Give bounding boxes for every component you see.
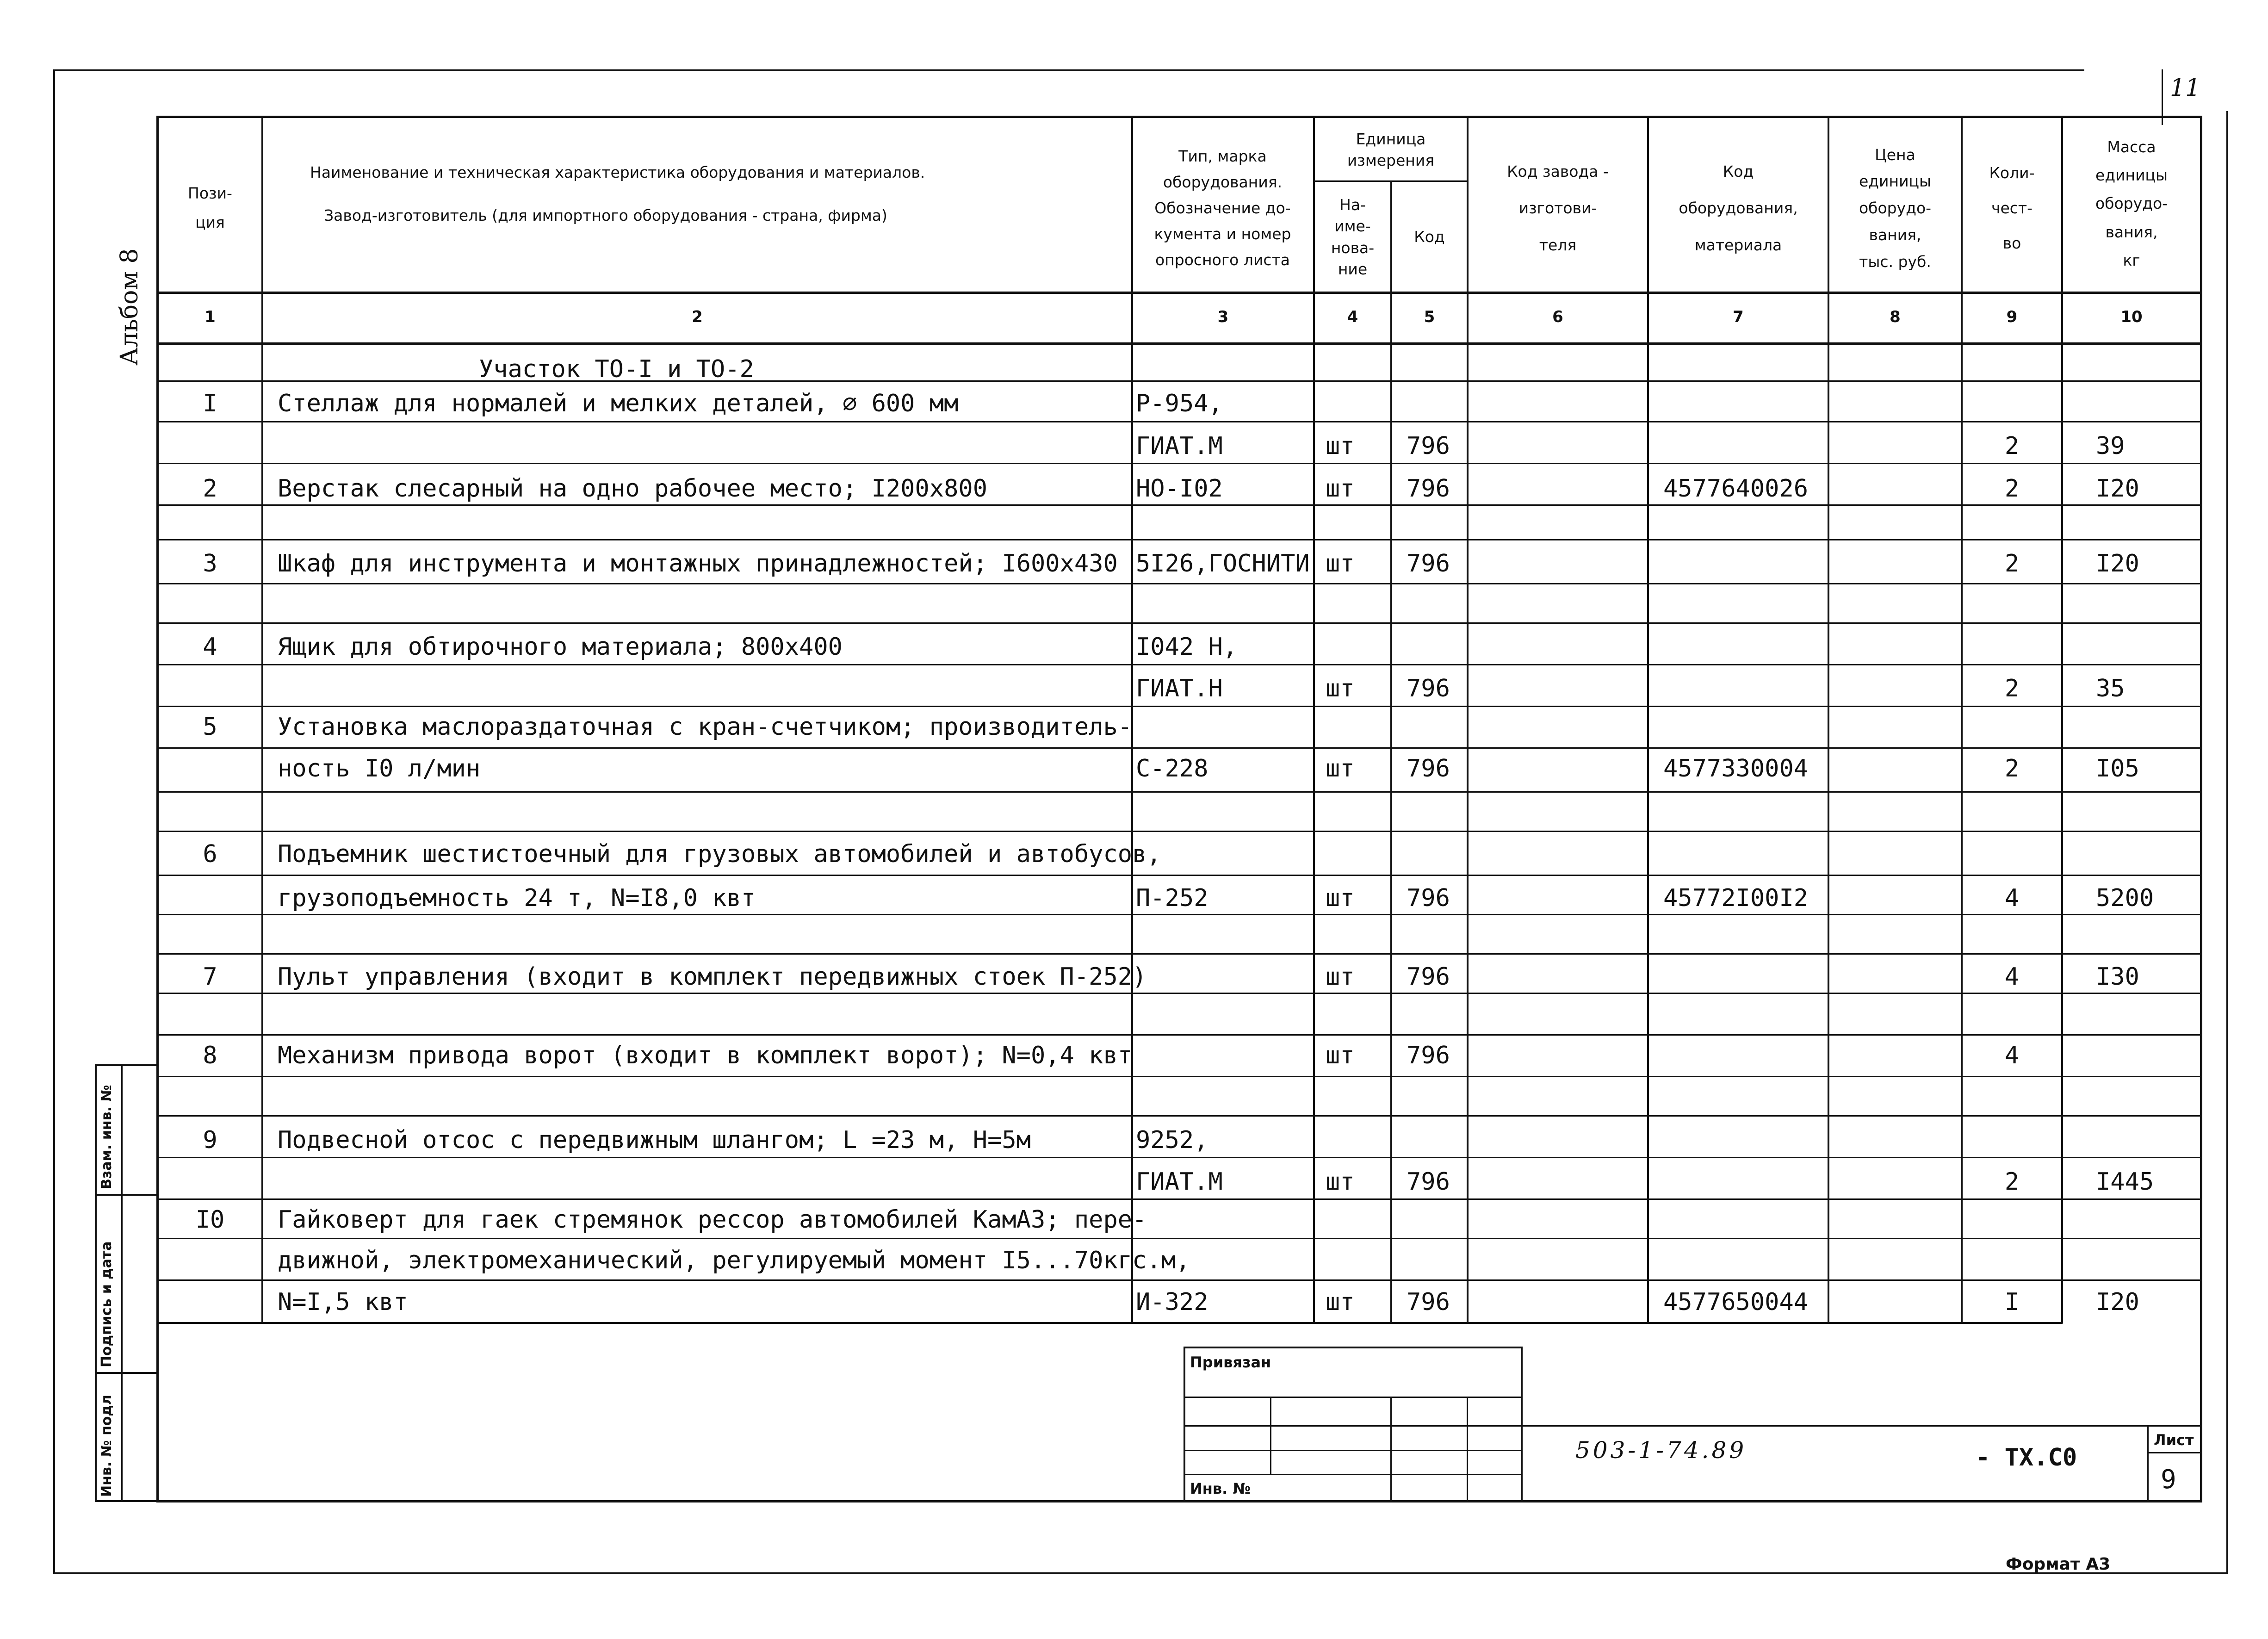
row-quantity: 2 xyxy=(2004,675,2020,702)
row-line xyxy=(157,539,2201,540)
bound-box-row1 xyxy=(1184,1397,1522,1398)
header-unit-group: Единица измерения xyxy=(1347,130,1435,169)
row-line xyxy=(157,953,2201,955)
col-line-4 xyxy=(1390,180,1392,1323)
row-line xyxy=(157,583,2201,584)
document-suffix: - ТХ.С0 xyxy=(1976,1444,2077,1471)
sheet-box-mid xyxy=(2147,1452,2201,1453)
row-line xyxy=(157,875,2201,876)
row-unit-code: 796 xyxy=(1407,963,1450,991)
side-stamp-top xyxy=(95,1064,157,1066)
row-type: Р-954, xyxy=(1136,390,1223,417)
row-equip-code: 4577650044 xyxy=(1663,1288,1809,1316)
row-unit-code: 796 xyxy=(1407,1168,1450,1196)
row-equip-code: 4577330004 xyxy=(1663,755,1809,782)
bound-box-top xyxy=(1184,1347,1522,1348)
table-bottom-line xyxy=(157,1322,2063,1324)
row-mass: 5200 xyxy=(2096,884,2154,912)
row-quantity: I xyxy=(2004,1288,2020,1316)
row-name: Гайковерт для гаек стремянок рессор автомобилей КамАЗ; пере- xyxy=(278,1206,1147,1234)
row-line xyxy=(157,914,2201,915)
bound-box-left xyxy=(1184,1347,1185,1502)
row-line xyxy=(157,504,2201,506)
row-line xyxy=(157,421,2201,422)
inv-no-label: Инв. № xyxy=(1190,1480,1251,1497)
inner-frame-right xyxy=(2200,116,2202,1502)
header-mass: Масса единицы оборудо- вания, кг xyxy=(2095,138,2168,269)
row-quantity: 4 xyxy=(2004,884,2020,912)
header-bottom-line xyxy=(157,292,2201,294)
col-line-9 xyxy=(2061,116,2063,1323)
side-stamp-sep2 xyxy=(95,1372,157,1374)
row-position: 3 xyxy=(203,550,217,577)
row-unit: шт xyxy=(1326,550,1355,577)
row-type: I042 Н, xyxy=(1136,633,1238,661)
row-type: П-252 xyxy=(1136,884,1208,912)
row-unit: шт xyxy=(1326,884,1355,912)
album-label: Альбом 8 xyxy=(116,248,143,366)
row-position: 6 xyxy=(203,840,217,868)
column-number: 1 xyxy=(204,308,216,326)
column-number: 6 xyxy=(1552,308,1563,326)
row-equip-code: 4577640026 xyxy=(1663,475,1809,503)
header-name xyxy=(264,148,1129,241)
row-quantity: 4 xyxy=(2004,963,2020,991)
row-unit-code: 796 xyxy=(1407,475,1450,503)
row-line xyxy=(157,1238,2201,1239)
bound-label: Привязан xyxy=(1190,1353,1271,1371)
row-unit-code: 796 xyxy=(1407,432,1450,460)
row-unit-code: 796 xyxy=(1407,675,1450,702)
row-line xyxy=(157,706,2201,707)
row-line xyxy=(157,1279,2201,1281)
row-type: ГИАТ.М xyxy=(1136,432,1223,460)
row-type: 9252, xyxy=(1136,1126,1208,1154)
column-number: 4 xyxy=(1347,308,1358,326)
col-line-3 xyxy=(1313,116,1315,1323)
document-code: 503-1-74.89 xyxy=(1575,1437,1747,1464)
row-unit-code: 796 xyxy=(1407,550,1450,577)
side-stamp-mid xyxy=(121,1064,123,1502)
bound-box-row3 xyxy=(1184,1450,1522,1451)
row-position: 7 xyxy=(203,963,217,991)
row-line xyxy=(157,831,2201,832)
sheet-label: Лист xyxy=(2154,1431,2194,1449)
row-name: Стеллаж для нормалей и мелких деталей, ⌀ 600 мм xyxy=(278,390,959,417)
row-unit: шт xyxy=(1326,963,1355,991)
row-name: Подвесной отсос с передвижным шлангом; L =23 м, Н=5м xyxy=(278,1126,1031,1154)
bound-box-vert1 xyxy=(1270,1397,1271,1474)
section-title: Участок ТО-I и ТО-2 xyxy=(479,355,754,383)
row-mass: 35 xyxy=(2096,675,2125,702)
header-name-line2: Завод-изготовитель (для импортного оборудования - страна, фирма) xyxy=(324,206,887,224)
header-position: Пози- ция xyxy=(188,184,232,231)
header-quantity: Коли- чест- во xyxy=(1989,164,2035,252)
bound-box-vert3 xyxy=(1467,1397,1468,1501)
row-position: 8 xyxy=(203,1042,217,1069)
row-quantity: 2 xyxy=(2004,755,2020,782)
bound-box-row2 xyxy=(1184,1425,1522,1427)
row-name: Шкаф для инструмента и монтажных принадлежностей; I600x430 xyxy=(278,550,1118,577)
row-unit-code: 796 xyxy=(1407,1042,1450,1069)
row-line xyxy=(157,1115,2201,1117)
bound-box-row4 xyxy=(1184,1474,1522,1475)
row-line xyxy=(157,1157,2201,1158)
row-name: Верстак слесарный на одно рабочее место; I200x800 xyxy=(278,475,988,503)
row-mass: I20 xyxy=(2096,475,2139,503)
header-price: Цена единицы оборудо- вания, тыс. руб. xyxy=(1859,145,1932,271)
row-type: ГИАТ.М xyxy=(1136,1168,1223,1196)
row-line xyxy=(157,791,2201,793)
row-name: грузоподъемность 24 т, N=I8,0 квт xyxy=(278,884,756,912)
column-number: 2 xyxy=(692,308,703,326)
row-unit: шт xyxy=(1326,1042,1355,1069)
col-line-6 xyxy=(1647,116,1649,1323)
inner-frame-bottom xyxy=(156,1500,2202,1502)
row-quantity: 2 xyxy=(2004,550,2020,577)
header-type: Тип, марка оборудования. Обозначение до- кумента и номер опросного листа xyxy=(1154,147,1291,269)
row-line xyxy=(157,1198,2201,1200)
row-mass: I30 xyxy=(2096,963,2139,991)
row-line xyxy=(157,1034,2201,1036)
row-unit: шт xyxy=(1326,475,1355,503)
col-line-7 xyxy=(1828,116,1829,1323)
row-type: И-322 xyxy=(1136,1288,1208,1316)
row-quantity: 2 xyxy=(2004,432,2020,460)
inv-orig-label: Инв. № подл xyxy=(99,1395,115,1497)
row-name: Пульт управления (входит в комплект передвижных стоек П-252) xyxy=(278,963,1147,991)
row-line xyxy=(157,993,2201,994)
format-label: Формат А3 xyxy=(2006,1555,2111,1574)
row-position: 4 xyxy=(203,633,217,661)
frame-top xyxy=(53,69,2084,71)
row-name: Ящик для обтирочного материала; 800x400 xyxy=(278,633,843,661)
row-position: 9 xyxy=(203,1126,217,1154)
row-unit: шт xyxy=(1326,1288,1355,1316)
row-name: Механизм привода ворот (входит в комплект ворот); N=0,4 квт xyxy=(278,1042,1133,1069)
row-unit: шт xyxy=(1326,755,1355,782)
header-factory-code: Код завода - изготови- теля xyxy=(1507,162,1609,254)
frame-bottom xyxy=(53,1572,2228,1574)
header-name-line1: Наименование и техническая характеристика оборудования и материалов. xyxy=(310,163,925,182)
colnum-bottom-line xyxy=(157,342,2201,345)
row-quantity: 2 xyxy=(2004,475,2020,503)
header-unit-code: Код xyxy=(1414,228,1445,246)
row-line xyxy=(157,380,2201,382)
column-number: 9 xyxy=(2006,308,2018,326)
row-quantity: 2 xyxy=(2004,1168,2020,1196)
row-type: С-228 xyxy=(1136,755,1208,782)
side-stamp-bottom xyxy=(95,1500,157,1502)
row-quantity: 4 xyxy=(2004,1042,2020,1069)
row-name: ность I0 л/мин xyxy=(278,755,481,782)
row-mass: I20 xyxy=(2096,550,2139,577)
row-type: ГИАТ.Н xyxy=(1136,675,1223,702)
sheet-number: 9 xyxy=(2161,1465,2176,1495)
row-position: 5 xyxy=(203,713,217,741)
col-line-1 xyxy=(261,116,263,1323)
row-type: НО-I02 xyxy=(1136,475,1223,503)
frame-right xyxy=(2226,111,2228,1573)
row-line xyxy=(157,622,2201,624)
row-mass: I20 xyxy=(2096,1288,2139,1316)
column-number: 5 xyxy=(1424,308,1435,326)
row-unit: шт xyxy=(1326,432,1355,460)
replace-inv-label: Взам. инв. № xyxy=(99,1085,115,1189)
row-unit-code: 796 xyxy=(1407,1288,1450,1316)
column-number: 8 xyxy=(1890,308,1901,326)
side-stamp-left xyxy=(95,1064,97,1502)
row-position: I xyxy=(203,390,217,417)
row-unit: шт xyxy=(1326,1168,1355,1196)
row-position: I0 xyxy=(195,1206,225,1234)
row-line xyxy=(157,747,2201,749)
row-mass: 39 xyxy=(2096,432,2125,460)
side-stamp-sep1 xyxy=(95,1194,157,1196)
bound-box-vert2 xyxy=(1390,1397,1392,1501)
col-line-5 xyxy=(1467,116,1469,1323)
row-equip-code: 45772I00I2 xyxy=(1663,884,1809,912)
row-name: Установка маслораздаточная с кран-счетчиком; производитель- xyxy=(278,713,1133,741)
row-type: 5I26,ГОСНИТИ xyxy=(1136,550,1310,577)
row-unit: шт xyxy=(1326,675,1355,702)
page-marker: 11 xyxy=(2170,74,2201,102)
row-name: Подъемник шестистоечный для грузовых автомобилей и автобусов, xyxy=(278,840,1161,868)
row-mass: I05 xyxy=(2096,755,2139,782)
col-line-8 xyxy=(1961,116,1963,1323)
header-equip-code: Код оборудования, материала xyxy=(1679,162,1798,254)
row-name: движной, электромеханический, регулируемый момент I5...70кгс.м, xyxy=(278,1247,1190,1274)
sheet-box-left xyxy=(2147,1425,2149,1502)
column-number: 3 xyxy=(1217,308,1229,326)
frame-left xyxy=(53,69,55,1573)
row-name: N=I,5 квт xyxy=(278,1288,408,1316)
header-unit-name: На- име- нова- ние xyxy=(1331,196,1375,278)
row-line xyxy=(157,463,2201,464)
column-number: 10 xyxy=(2120,308,2143,326)
row-line xyxy=(157,664,2201,665)
code-area-top xyxy=(1522,1425,2201,1427)
bound-box-right xyxy=(1521,1347,1523,1502)
row-position: 2 xyxy=(203,475,217,503)
row-unit-code: 796 xyxy=(1407,884,1450,912)
row-mass: I445 xyxy=(2096,1168,2154,1196)
row-unit-code: 796 xyxy=(1407,755,1450,782)
sign-date-label: Подпись и дата xyxy=(99,1241,115,1367)
row-line xyxy=(157,1076,2201,1077)
inner-frame-top xyxy=(157,116,2201,118)
column-number: 7 xyxy=(1733,308,1744,326)
